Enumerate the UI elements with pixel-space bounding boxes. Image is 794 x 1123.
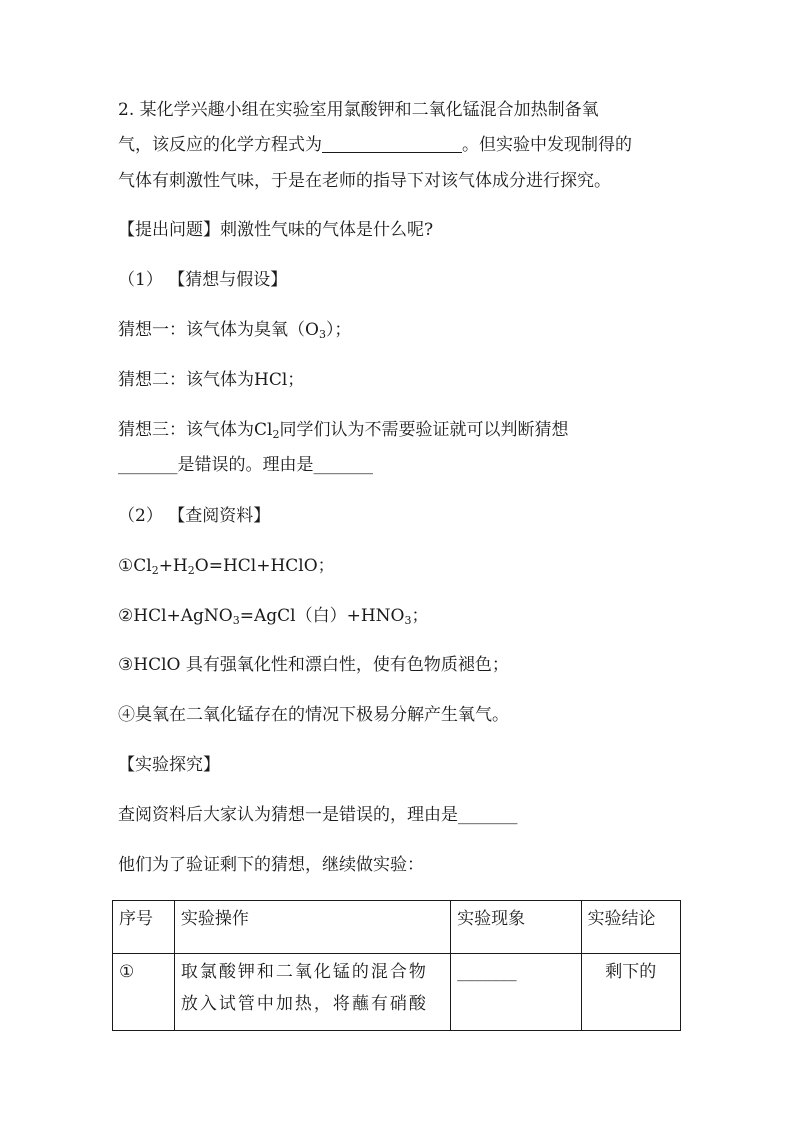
- explore-heading: 【实验探究】: [118, 755, 220, 775]
- row-conclusion: 剩下的: [581, 954, 680, 1031]
- experiment-table: [112, 900, 681, 1031]
- reference-1: $①Cl_2+H_2O=HCl+HClO$；: [118, 556, 335, 577]
- section-1-heading: （1） 【猜想与假设】: [118, 270, 288, 290]
- header-phenomenon: 实验现象: [451, 901, 581, 954]
- guess-2: 猜想二：该气体为HCl；: [118, 370, 305, 390]
- table-row: [113, 954, 681, 1031]
- row-no: ①: [113, 954, 175, 1031]
- reference-3: ③HClO 具有强氧化性和漂白性，使有色物质褪色；: [118, 655, 509, 675]
- header-conclusion: 实验结论: [581, 901, 680, 954]
- reference-4: ④臭氧在二氧化锰存在的情况下极易分解产生氧气。: [118, 705, 509, 725]
- header-operation: 实验操作: [174, 901, 450, 954]
- section-2-heading: （2） 【查阅资料】: [118, 506, 271, 526]
- guess-1: 猜想一：该气体为臭氧$(O_3)$；: [118, 320, 352, 341]
- reference-2: ②HCl+AgNO$_3$=AgCl（白）$+HNO_3$；: [118, 606, 429, 627]
- question-line-1: 2. 某化学兴趣小组在实验室用氯酸钾和二氧化锰混合加热制备氧: [118, 100, 599, 120]
- explore-line-2: 他们为了验证剩下的猜想，继续做实验：: [118, 855, 424, 875]
- header-no: 序号: [113, 901, 175, 954]
- explore-line-1: 查阅资料后大家认为猜想一是错误的，理由是_______: [118, 805, 518, 825]
- row-phenomenon: _______: [451, 954, 581, 1031]
- question-heading: 【提出问题】刺激性气味的气体是什么呢?: [118, 220, 434, 240]
- table-header-row: [113, 901, 681, 954]
- question-line-2: 气，该反应的化学方程式为 。但实验中发现制得的: [118, 129, 632, 161]
- question-line-3: 气体有刺激性气味，于是在老师的指导下对该气体成分进行探究。: [118, 171, 611, 191]
- equation-blank[interactable]: [322, 132, 462, 153]
- guess-3-line-2: _______是错误的。理由是_______: [118, 455, 373, 475]
- row-operation: 取氯酸钾和二氧化锰的混合物 放入试管中加热，将蘸有硝酸: [174, 954, 450, 1031]
- guess-3: 猜想三：该气体为$Cl_2$同学们认为不需要验证就可以判断猜想: [118, 420, 569, 441]
